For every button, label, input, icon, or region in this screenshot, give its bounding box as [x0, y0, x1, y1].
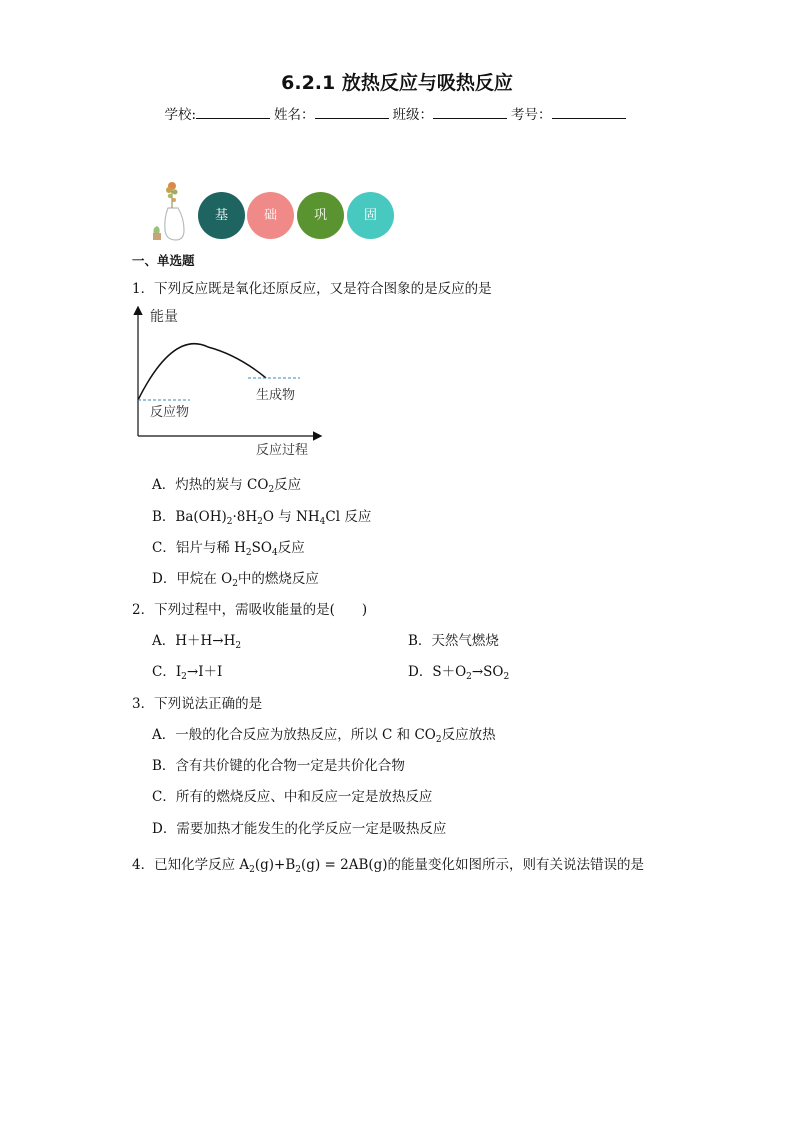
- question-2-option-d[interactable]: D．$S+O_2\to SO_2$: [408, 664, 510, 682]
- question-3-option-a[interactable]: A．一般的化合反应为放热反应，所以 C 和 $CO_2$反应放热: [152, 727, 496, 745]
- energy-diagram: [128, 300, 328, 465]
- energy-curve: [138, 344, 266, 400]
- question-1-option-b[interactable]: B．$Ba(OH)_2\cdot 8H_2O$ 与 $NH_4Cl$ 反应: [152, 509, 372, 527]
- plant-vase-icon: [148, 178, 190, 242]
- page-title: 6.2.1 放热反应与吸热反应: [281, 72, 513, 94]
- banner-circle-gu: 固: [347, 192, 394, 239]
- product-label: 生成物: [256, 388, 296, 403]
- question-1-option-a[interactable]: A．灼热的炭与 $CO_2$反应: [152, 477, 302, 495]
- class-label: 班级：: [392, 107, 434, 123]
- question-4-stem: 4．已知化学反应 $A_2(g)+B_2(g) = 2AB(g)$的能量变化如图所示，则有关说法错误的是: [132, 857, 645, 875]
- question-1-stem: 1．下列反应既是氧化还原反应，又是符合图象的是反应的是: [132, 281, 492, 297]
- name-label: 姓名：: [274, 107, 315, 123]
- school-field[interactable]: [196, 105, 270, 119]
- question-3-stem: 3．下列说法正确的是: [132, 696, 263, 712]
- question-1-option-c[interactable]: C．铝片与稀 $H_2SO_4$反应: [152, 540, 305, 558]
- question-3-option-d[interactable]: D．需要加热才能发生的化学反应一定是吸热反应: [152, 821, 447, 837]
- question-3-option-b[interactable]: B．含有共价键的化合物一定是共价化合物: [152, 758, 405, 774]
- question-2-option-c[interactable]: C．$I_2\to I+I$: [152, 664, 223, 682]
- exam-number-label: 考号：: [511, 107, 552, 123]
- question-2-option-a[interactable]: A．$H+H\to H_2$: [152, 633, 242, 651]
- exam-number-field[interactable]: [552, 105, 626, 119]
- question-1-option-d[interactable]: D．甲烷在 $O_2$中的燃烧反应: [152, 571, 319, 589]
- section-heading: 一、单选题: [132, 253, 195, 268]
- school-label: 学校:: [164, 107, 197, 123]
- reactant-label: 反应物: [150, 405, 190, 420]
- y-axis-label: 能量: [150, 309, 178, 325]
- banner-circle-gong: 巩: [297, 192, 344, 239]
- student-info-line: [0, 103, 794, 123]
- name-field[interactable]: [315, 105, 389, 119]
- class-field[interactable]: [433, 105, 507, 119]
- banner-circle-chu: 础: [247, 192, 294, 239]
- question-2-option-b[interactable]: B．天然气燃烧: [408, 633, 499, 649]
- question-2-stem: 2．下列过程中，需吸收能量的是( ): [132, 602, 368, 618]
- question-3-option-c[interactable]: C．所有的燃烧反应、中和反应一定是放热反应: [152, 789, 433, 805]
- x-axis-label: 反应过程: [256, 443, 309, 458]
- banner-circle-ji: 基: [198, 192, 245, 239]
